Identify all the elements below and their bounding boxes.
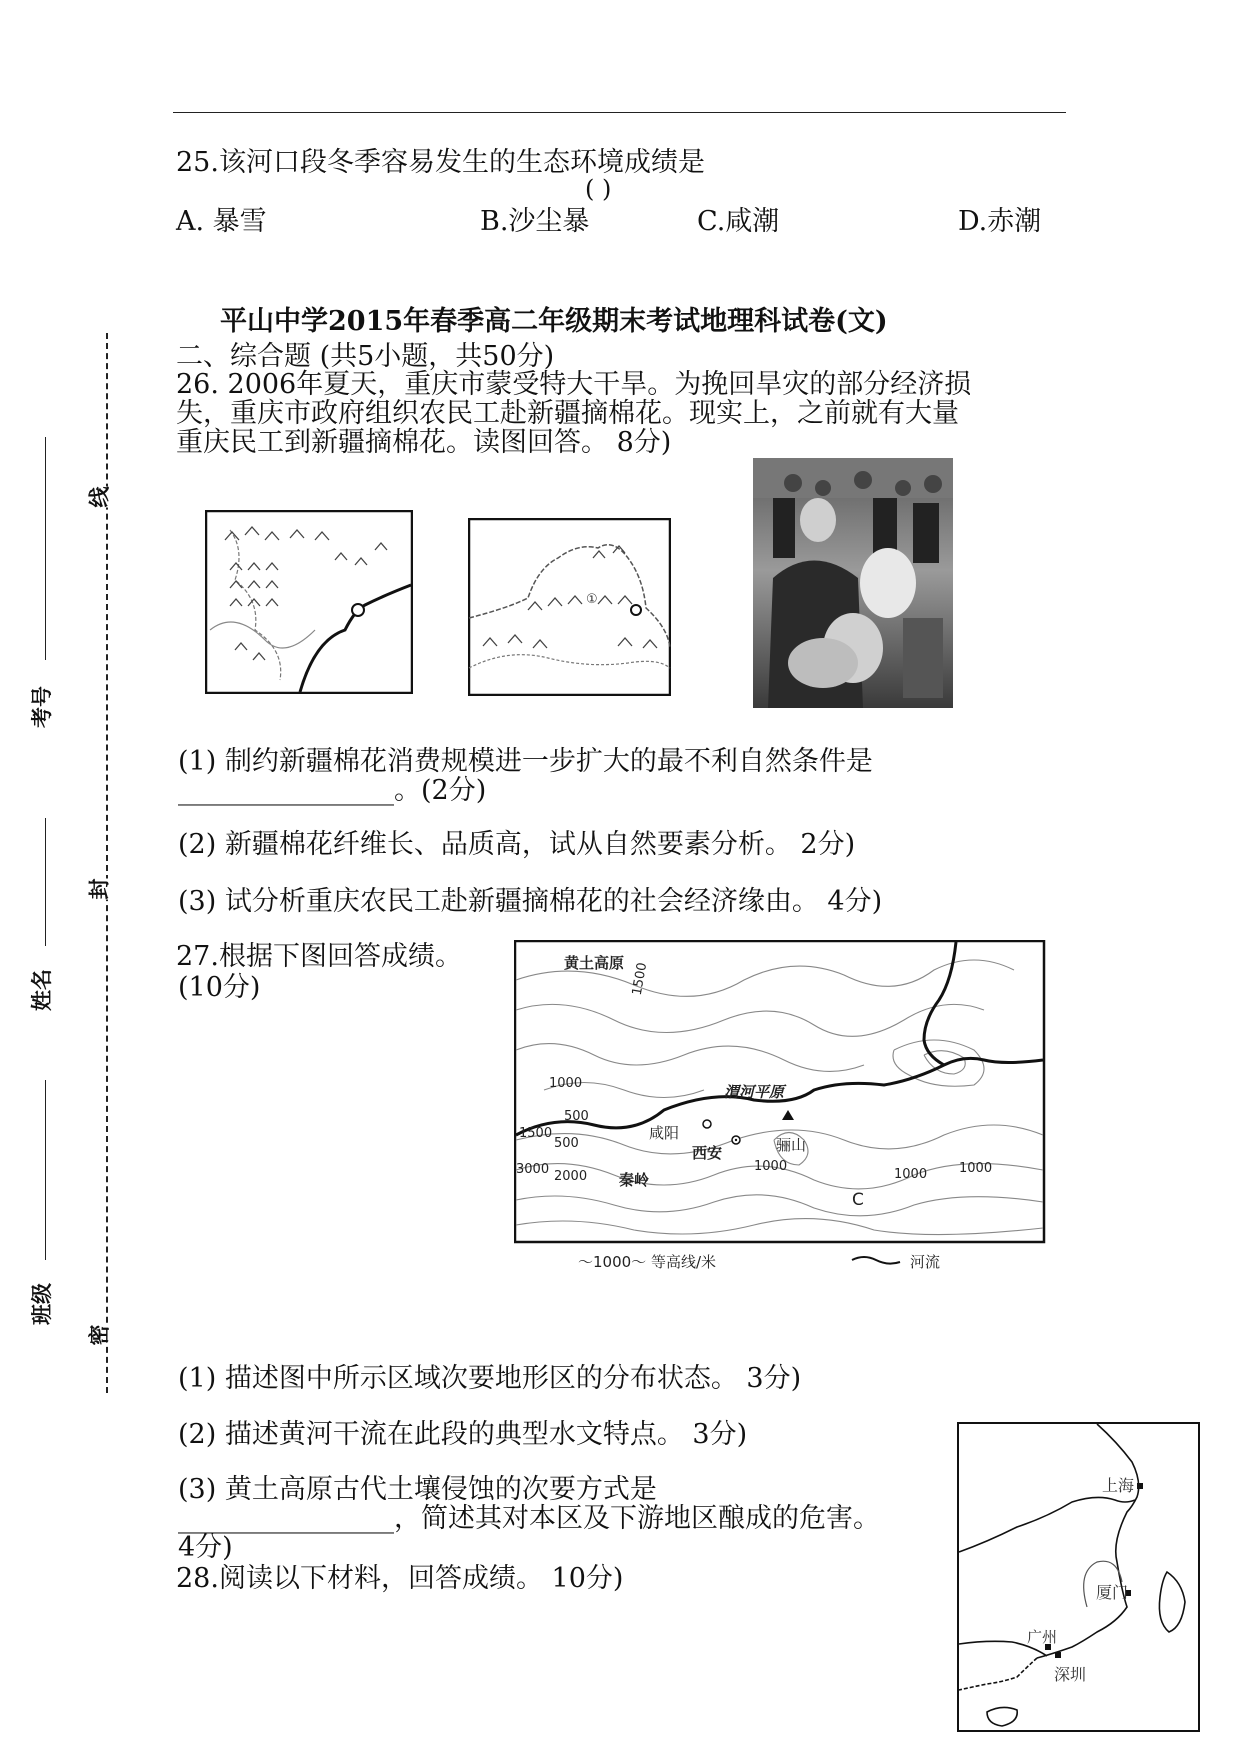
q26-stem-line1: 26. 2006年夏天，重庆市蒙受特大干旱。为挽回旱灾的部分经济损 <box>176 369 972 400</box>
q25-option-d: D.赤潮 <box>958 206 1042 237</box>
name-line <box>45 818 46 946</box>
label-xian: 西安 <box>692 1144 723 1162</box>
label-class: 班级 <box>30 1283 54 1325</box>
legend-contour: ～1000～ 等高线/米 <box>578 1253 716 1271</box>
seal-char-mi: 密 <box>82 1325 116 1346</box>
contour-1500-b: 1500 <box>519 1126 553 1141</box>
contour-500-b: 500 <box>554 1136 579 1151</box>
southeast-coast-map <box>957 1422 1200 1732</box>
contour-3000: 3000 <box>516 1162 550 1177</box>
label-loess-plateau: 黄土高原 <box>564 954 625 972</box>
q27-stem: 27.根据下图回答成绩。 <box>176 941 462 972</box>
class-line <box>45 1080 46 1260</box>
q28-stem: 28.阅读以下材料，回答成绩。 10分) <box>176 1563 624 1594</box>
contour-500-a: 500 <box>564 1109 589 1124</box>
legend-river: 河流 <box>910 1253 941 1271</box>
q25-option-a: A. 暴雪 <box>176 206 267 237</box>
label-guangzhou: 广州 <box>1027 1628 1058 1646</box>
q25-stem: 25.该河口段冬季容易发生的生态环境成绩是 <box>176 147 705 178</box>
q26-stem-line2: 失，重庆市政府组织农民工赴新疆摘棉花。现实上，之前就有大量 <box>176 398 959 429</box>
label-c: C <box>852 1190 864 1210</box>
exam-title: 平山中学2015年春季高二年级期末考试地理科试卷(文) <box>220 306 888 337</box>
contour-1000-b: 1000 <box>754 1159 788 1174</box>
contour-2000: 2000 <box>554 1169 588 1184</box>
label-shanghai: 上海 <box>1102 1476 1135 1495</box>
migrant-workers-photo <box>753 458 953 708</box>
q27-sub3-line3: 4分) <box>178 1532 233 1563</box>
label-name: 姓名 <box>30 969 54 1011</box>
exam-number-line <box>45 437 46 660</box>
contour-1000-a: 1000 <box>549 1076 583 1091</box>
label-shenzhen: 深圳 <box>1054 1665 1087 1684</box>
q27-score: (10分) <box>178 972 261 1003</box>
q26-sub2: (2) 新疆棉花纤维长、品质高，试从自然要素分析。 2分) <box>178 829 856 860</box>
contour-1500-a: 1500 <box>629 961 651 997</box>
label-qinling: 秦岭 <box>619 1171 650 1189</box>
q25-option-c: C.咸潮 <box>697 206 780 237</box>
label-xianyang: 咸阳 <box>649 1124 680 1142</box>
xinjiang-map <box>468 518 671 696</box>
q26-sub1-line2: ________________。(2分) <box>178 775 487 806</box>
q26-sub1-line1: (1) 制约新疆棉花消费规模进一步扩大的最不利自然条件是 <box>178 746 873 777</box>
q25-answer-paren: ( ) <box>585 175 612 203</box>
label-exam-number: 考号 <box>30 686 54 728</box>
q27-sub3-line2: ________________，简述其对本区及下游地区酿成的危害。 <box>178 1503 880 1534</box>
q26-sub3: (3) 试分析重庆农民工赴新疆摘棉花的社会经济缘由。 4分) <box>178 886 883 917</box>
contour-1000-c: 1000 <box>959 1161 993 1176</box>
label-wei-plain: 渭河平原 <box>724 1083 785 1101</box>
xinjiang-map-marker: ① <box>586 592 598 607</box>
section-heading: 二、综合题 (共5小题，共50分) <box>176 341 555 372</box>
wei-river-contour-map <box>514 940 1046 1285</box>
seal-char-feng: 封 <box>82 879 116 900</box>
header-rule <box>173 112 1066 113</box>
label-xiamen: 厦门 <box>1096 1583 1129 1602</box>
q27-sub3-line1: (3) 黄土高原古代土壤侵蚀的次要方式是 <box>178 1474 657 1505</box>
q26-stem-line3: 重庆民工到新疆摘棉花。读图回答。 8分) <box>176 427 672 458</box>
q27-sub1: (1) 描述图中所示区域次要地形区的分布状态。 3分) <box>178 1363 802 1394</box>
contour-1000-d: 1000 <box>894 1167 928 1182</box>
q25-option-b: B.沙尘暴 <box>480 206 590 237</box>
label-lishan: 骊山 <box>776 1136 807 1154</box>
chongqing-map <box>205 510 413 694</box>
q27-sub2: (2) 描述黄河干流在此段的典型水文特点。 3分) <box>178 1419 748 1450</box>
seal-char-xian: 线 <box>82 487 116 508</box>
